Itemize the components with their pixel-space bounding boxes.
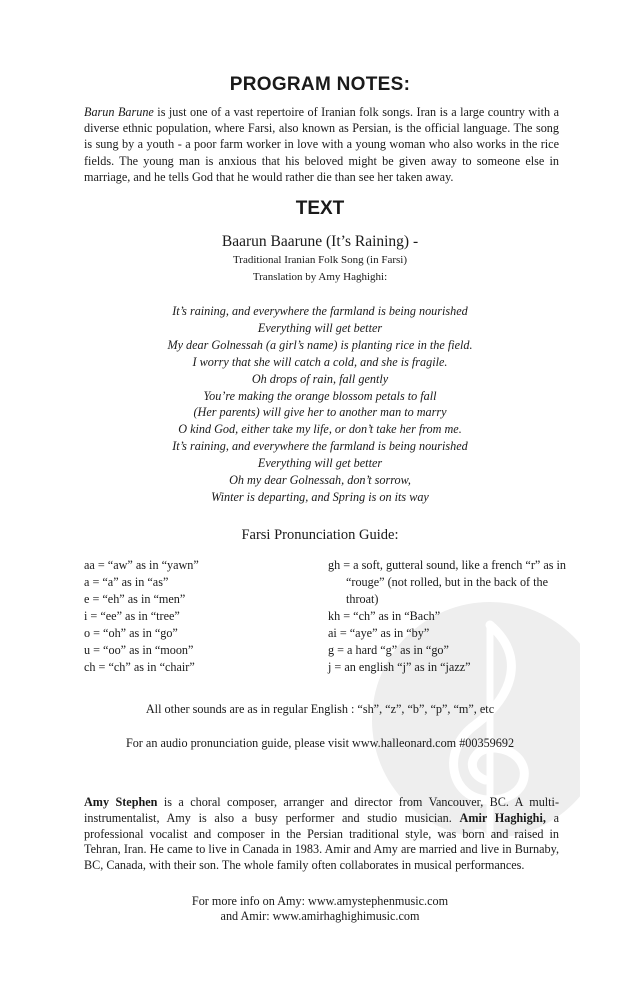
- bio-text-amy: is a choral composer, arranger and director from Vancouver, BC. A multi-instrumentalist, Amy is also a busy performer and studio musician.: [84, 795, 560, 825]
- lyric-line: I worry that she will catch a cold, and she is fragile.: [192, 354, 448, 369]
- lyric-line: O kind God, either take my life, or don’t take her from me.: [178, 422, 462, 437]
- lyric-line: Everything will get better: [257, 456, 383, 471]
- other-sounds-note: All other sounds are as in regular English : “sh”, “z”, “b”, “p”, “m”, etc: [145, 702, 495, 716]
- bio-text-amir: a professional vocalist and composer in the Persian traditional style, was born and raised in Tehran, Iran. He came to live in Canada in 1983. Amir and Amy are married and live in Burnaby, BC, Canada, with their son. The whole family often collaborates in musical performances.: [84, 810, 559, 873]
- pronunciation-list-right: [328, 557, 568, 676]
- bio-name-amir: Amir Haghighi,: [459, 810, 546, 825]
- song-subtitle-origin: Traditional Iranian Folk Song (in Farsi): [232, 254, 408, 266]
- program-notes-heading: PROGRAM NOTES:: [229, 74, 411, 95]
- more-info-amir: and Amir: www.amirhaghighimusic.com: [220, 909, 420, 923]
- program-notes-body: [84, 104, 559, 185]
- lyric-line: My dear Golnessah (a girl’s name) is planting rice in the field.: [167, 337, 473, 352]
- lyric-line: You’re making the orange blossom petals to fall: [203, 388, 437, 403]
- pronunciation-item: g = a hard “g” as in “go”: [328, 643, 449, 657]
- lyric-line: Oh drops of rain, fall gently: [251, 371, 389, 386]
- composer-bio: [84, 795, 559, 874]
- more-info: [0, 894, 640, 924]
- lyric-line: Everything will get better: [257, 320, 383, 335]
- pronunciation-item: o = “oh” as in “go”: [84, 626, 178, 640]
- lyrics: [0, 303, 640, 506]
- pronunciation-item: e = “eh” as in “men”: [84, 592, 186, 606]
- audio-guide-note: For an audio pronunciation guide, please visit www.halleonard.com #00359692: [125, 736, 515, 750]
- program-notes-text: is just one of a vast repertoire of Iranian folk songs. Iran is a large country with a diverse ethnic population, where Farsi, also known as Persian, is the official language. The song is sung by a youth - a poor farm worker in love with a young woman who also works in the rice fields. The young man is anxious that his beloved might be given away to someone else in marriage, and he tells God that he would rather die than see her taken away.: [84, 105, 559, 184]
- pronunciation-item: gh = a soft, gutteral sound, like a french “r” as in “rouge” (not rolled, but in the back of the throat): [328, 558, 567, 606]
- pronunciation-item: aa = “aw” as in “yawn”: [84, 558, 199, 572]
- pronunciation-list-left: [84, 557, 304, 676]
- lyric-line: It’s raining, and everywhere the farmland is being nourished: [172, 304, 468, 318]
- pronunciation-item: ai = “aye” as in “by”: [328, 626, 430, 640]
- pronunciation-item: j = an english “j” as in “jazz”: [328, 660, 471, 674]
- lyric-line: Oh my dear Golnessah, don’t sorrow,: [229, 473, 411, 488]
- pronunciation-item: kh = “ch” as in “Bach”: [328, 609, 441, 623]
- song-title: Baarun Baarune (It’s Raining) -: [221, 233, 419, 250]
- pronunciation-guide-heading: Farsi Pronunciation Guide:: [241, 527, 399, 543]
- song-subtitle-translation: Translation by Amy Haghighi:: [252, 271, 388, 283]
- text-heading: TEXT: [295, 198, 345, 219]
- pronunciation-item: i = “ee” as in “tree”: [84, 609, 180, 623]
- pronunciation-item: u = “oo” as in “moon”: [84, 643, 194, 657]
- lyric-line: It’s raining, and everywhere the farmland is being nourished: [172, 439, 468, 454]
- lyric-line: (Her parents) will give her to another man to marry: [193, 405, 447, 420]
- lyric-line: Winter is departing, and Spring is on its way: [211, 489, 429, 504]
- song-name-italic: Barun Barune: [84, 105, 154, 119]
- pronunciation-item: ch = “ch” as in “chair”: [84, 660, 195, 674]
- more-info-amy: For more info on Amy: www.amystephenmusic.com: [191, 894, 449, 908]
- pronunciation-item: a = “a” as in “as”: [84, 575, 169, 589]
- bio-name-amy: Amy Stephen: [84, 795, 158, 809]
